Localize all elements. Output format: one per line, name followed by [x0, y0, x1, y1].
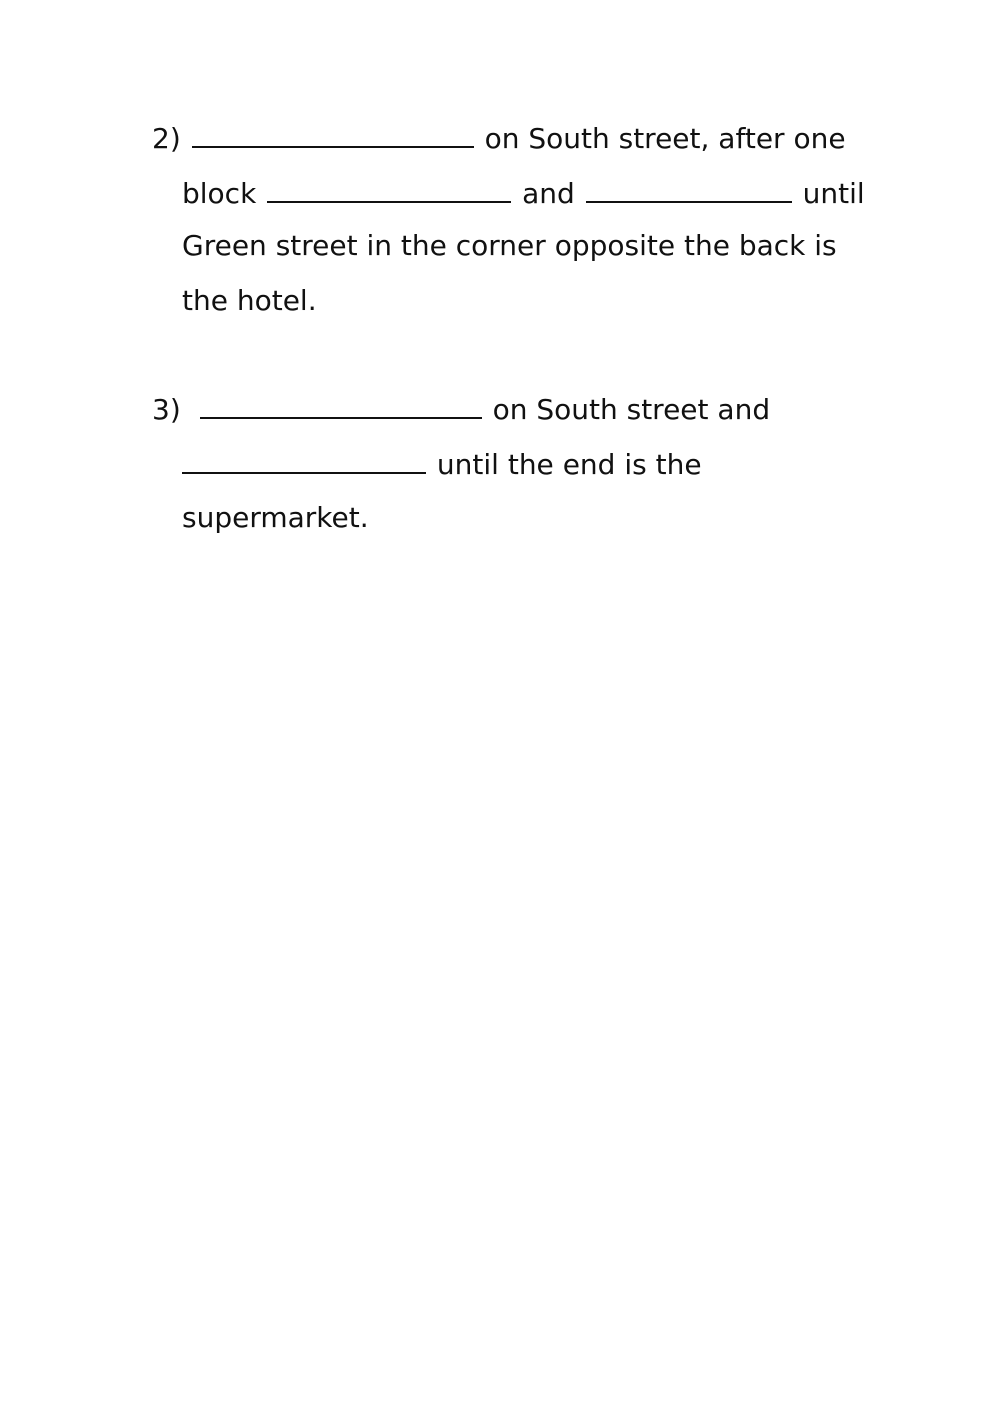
- question-2-line-1: [152, 120, 846, 156]
- question-3-line-1: [152, 391, 770, 427]
- question-2-text-3: Green street in the corner opposite the back is: [182, 229, 837, 262]
- question-2-number: 2): [152, 122, 181, 155]
- question-2-line-4: [182, 284, 317, 318]
- question-2-blank-3[interactable]: [586, 175, 792, 203]
- question-3-blank-1[interactable]: [200, 391, 482, 419]
- question-3-number: 3): [152, 393, 181, 426]
- question-2-text-until: until: [802, 177, 865, 210]
- question-3-line-3: [182, 501, 369, 535]
- question-3-line-2: [182, 446, 702, 482]
- question-2-blank-1[interactable]: [192, 120, 474, 148]
- question-3-text-1: on South street and: [492, 393, 771, 426]
- question-2-line-2: [182, 175, 865, 211]
- question-2-text-1: on South street, after one: [484, 122, 846, 155]
- question-2-line-3: [182, 229, 837, 263]
- question-3-text-2: until the end is the: [436, 448, 702, 481]
- question-2-blank-2[interactable]: [267, 175, 511, 203]
- question-2-text-block: block: [182, 177, 257, 210]
- question-3-blank-2[interactable]: [182, 446, 426, 474]
- question-3-text-3: supermarket.: [182, 501, 369, 534]
- question-2-text-4: the hotel.: [182, 284, 317, 317]
- question-2-text-and: and: [522, 177, 575, 210]
